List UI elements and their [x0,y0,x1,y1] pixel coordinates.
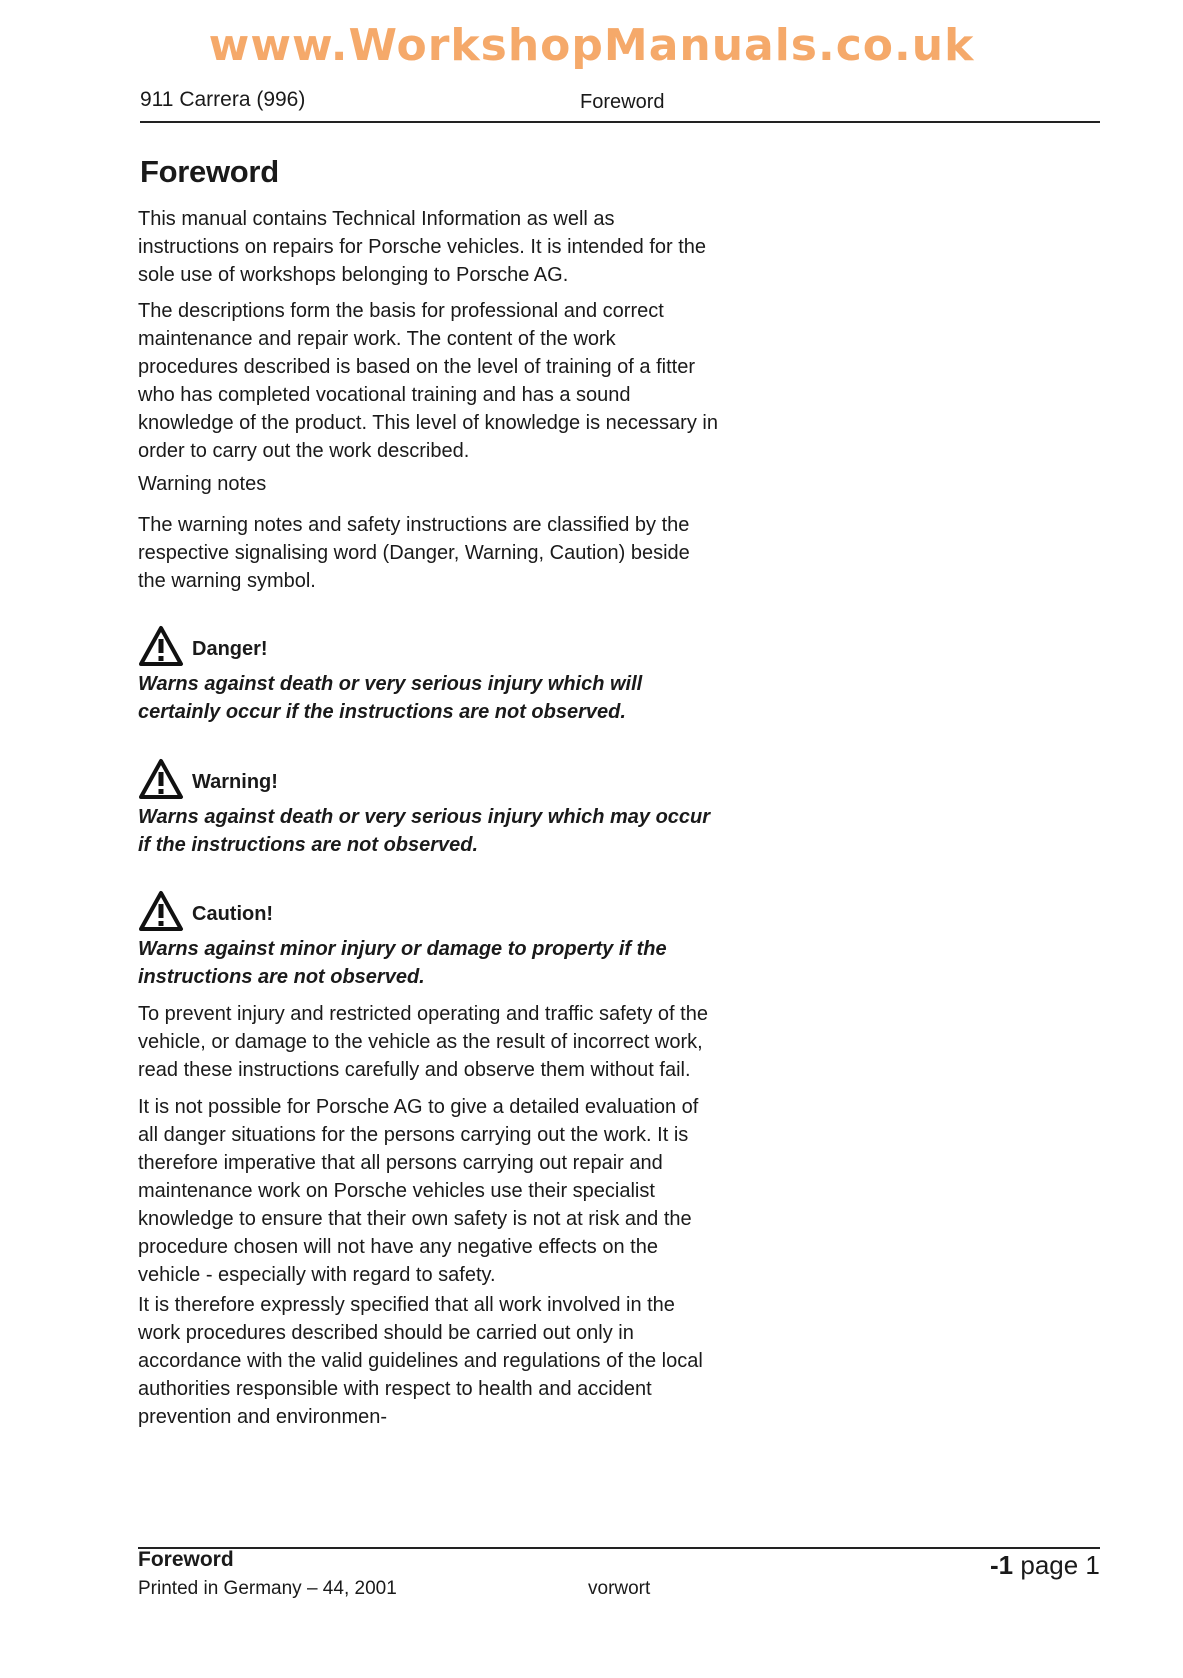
warning-triangle-icon [138,758,184,800]
paragraph-text: To prevent injury and restricted operating and traffic safety of the vehicle, or damage to the vehicle as the result of incorrect work, read these instructions carefully and observe them without fail. [138,1003,708,1081]
caution-label-row [138,890,273,932]
header-divider [140,121,1100,123]
danger-label-row [138,625,268,667]
watermark: www.WorkshopManuals.co.uk [208,20,975,71]
warning-description [138,803,718,859]
warning-triangle-icon [138,625,184,667]
danger-description [138,670,718,726]
paragraph-text: This manual contains Technical Information as well as instructions on repairs for Porsche vehicles. It is intended for the sole use of workshops belonging to Porsche AG. [138,208,707,286]
paragraph-descriptions [138,297,718,465]
page-title: Foreword [140,154,279,189]
footer-title: Foreword [138,1548,234,1571]
paragraph-intro [138,205,718,289]
footer-printed-info: Printed in Germany – 44, 2001 [138,1578,397,1599]
paragraph-text: The warning notes and safety instructions are classified by the respective signalising word (Danger, Warning, Caution) beside the warning symbol. [138,514,690,592]
warning-triangle-icon [138,890,184,932]
warning-text: Warns against minor injury or damage to property if the instructions are not observed. [138,938,667,988]
warning-label: Warning! [192,770,278,793]
paragraph-evaluation [138,1093,718,1289]
section-heading: Warning notes [138,473,267,495]
paragraph-text: The descriptions form the basis for professional and correct maintenance and repair work. The content of the work procedures described is based on the level of training of a fitter who has completed vocational training and has a sound knowledge of the product. This level of knowledge is necessary in order to carry out the work described. [138,300,718,462]
caution-label: Caution! [192,902,274,925]
warning-text: Warns against death or very serious injury which will certainly occur if the instructions are not observed. [138,673,643,723]
paragraph-text: It is therefore expressly specified that all work involved in the work procedures described should be carried out only in accordance with the valid guidelines and regulations of the local authorities responsible with respect to health and accident prevention and environmen- [138,1294,703,1428]
footer-page-number [990,1550,1100,1581]
paragraph-prevent-injury [138,1000,718,1084]
warning-label-row [138,758,278,800]
warning-notes-heading [138,470,718,498]
header-section: Foreword [580,91,665,113]
paragraph-warning-notes [138,511,718,595]
danger-label: Danger! [192,637,268,660]
caution-description [138,935,718,991]
header-model: 911 Carrera (996) [140,88,306,111]
paragraph-regulations [138,1291,718,1431]
page-number: -1 [990,1550,1014,1580]
page-label: page 1 [1020,1550,1100,1580]
footer-divider [138,1547,1100,1549]
paragraph-text: It is not possible for Porsche AG to give a detailed evaluation of all danger situations for the persons carrying out the work. It is therefore imperative that all persons carrying out repair and maintenance work on Porsche vehicles use their specialist knowledge to ensure that their own safety is not at risk and the procedure chosen will not have any negative effects on the vehicle - especially with regard to safety. [138,1096,699,1286]
warning-text: Warns against death or very serious injury which may occur if the instructions are not observed. [138,806,711,856]
footer-file-code: vorwort [588,1578,651,1599]
